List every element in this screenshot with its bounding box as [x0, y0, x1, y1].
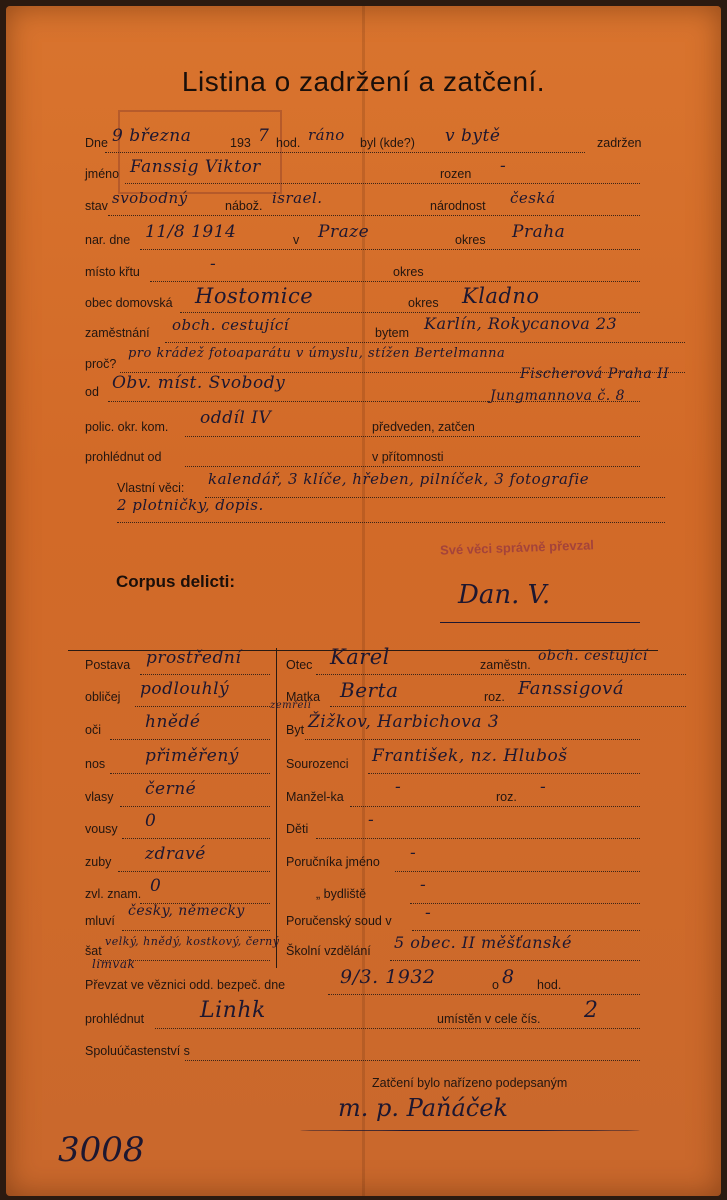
- value-vousy: 0: [145, 811, 157, 831]
- value-otec-zam: obch. cestující: [538, 648, 648, 664]
- corpus-delicti-heading: Corpus delicti:: [116, 572, 236, 591]
- value-zuby: zdravé: [145, 844, 206, 864]
- value-zamestnani: obch. cestující: [172, 316, 290, 334]
- value-naboz: israel.: [272, 189, 323, 207]
- value-polic: oddíl IV: [200, 408, 272, 428]
- value-proc: pro krádež fotoaparátu v úmyslu, stížen Bertelmanna: [128, 346, 506, 361]
- value-nos: přiměřený: [145, 746, 239, 766]
- value-cela: 2: [584, 998, 599, 1023]
- value-mluvi: česky, německy: [128, 903, 245, 919]
- label-byt: Byt: [286, 723, 305, 737]
- label-hod: hod.: [276, 136, 301, 150]
- value-prevzat-hour: 8: [502, 966, 515, 988]
- value-narodnost: česká: [510, 189, 556, 207]
- label-otec: Otec: [286, 658, 313, 672]
- value-birth-place: Praze: [318, 222, 370, 242]
- paper-fold: [362, 6, 365, 1196]
- label-deti: Děti: [286, 822, 309, 836]
- label-mluvi: mluví: [85, 914, 115, 928]
- value-birth-district: Praha: [512, 222, 566, 242]
- label-postava: Postava: [85, 658, 131, 672]
- value-hour: 7: [258, 126, 270, 146]
- label-zuby: zuby: [85, 855, 112, 869]
- label-bytem: bytem: [375, 326, 410, 340]
- value-stav: svobodný: [112, 189, 188, 207]
- label-polic: polic. okr. kom.: [85, 420, 169, 434]
- value-rozen: -: [500, 156, 507, 176]
- value-byt-note: zemřelí: [270, 700, 312, 711]
- label-prevzat: Převzat ve věznici odd. bezpeč. dne: [85, 978, 286, 992]
- value-sat: velký, hnědý, kostkový, černý: [105, 935, 280, 948]
- label-v: v: [293, 233, 300, 247]
- label-roz: roz.: [484, 690, 505, 704]
- label-byl: byl (kde?): [360, 136, 415, 150]
- label-year: 193: [230, 136, 251, 150]
- value-bytem: Karlín, Rokycanova 23: [424, 314, 618, 333]
- label-porucnika: Poručníka jméno: [286, 855, 380, 869]
- value-manzel: -: [395, 777, 402, 797]
- value-postava: prostřední: [146, 648, 242, 668]
- label-rozen: rozen: [440, 167, 472, 181]
- label-umisten: umístěn v cele čís.: [437, 1012, 541, 1026]
- value-prohlednut: Linhk: [200, 998, 266, 1023]
- label-v-pritomnosti: v přítomnosti: [372, 450, 444, 464]
- value-date: 9 března: [112, 126, 192, 146]
- label-roz2: roz.: [496, 790, 517, 804]
- value-proc3: Jungmannova č. 8: [490, 388, 626, 404]
- label-dne: Dne: [85, 136, 108, 150]
- value-oblicej: podlouhlý: [140, 679, 230, 699]
- label-zadrzen: zadržen: [597, 136, 642, 150]
- value-where: v bytě: [445, 126, 501, 146]
- label-porucensky: Poručenský soud v: [286, 914, 392, 928]
- label-zatceni: Zatčení bylo nařízeno podepsaným: [372, 1076, 568, 1090]
- label-proc: proč?: [85, 357, 117, 371]
- value-obec-okres: Kladno: [462, 284, 540, 308]
- value-otec: Karel: [330, 645, 390, 669]
- label-stav: stav: [85, 199, 108, 213]
- value-sourozenci: František, nz. Hluboš: [372, 746, 568, 766]
- label-zamestnani: zaměstnání: [85, 326, 150, 340]
- label-okres: okres: [455, 233, 486, 247]
- value-krtu: -: [210, 254, 217, 274]
- value-oci: hnědé: [145, 712, 201, 732]
- label-misto-krtu: místo křtu: [85, 265, 140, 279]
- value-birth-date: 11/8 1914: [145, 222, 237, 242]
- signature-recipient: Dan. V.: [458, 580, 551, 610]
- label-hod2: hod.: [537, 978, 562, 992]
- value-soud: -: [425, 903, 432, 923]
- value-skolni: 5 obec. II měšťanské: [394, 933, 572, 952]
- label-spoluucasten: Spoluúčastenství s: [85, 1044, 190, 1058]
- label-od: od: [85, 385, 99, 399]
- label-manzel: Manžel-ka: [286, 790, 344, 804]
- label-vousy: vousy: [85, 822, 118, 836]
- signature-officer: m. p. Paňáček: [338, 1094, 508, 1122]
- label-zamestn: zaměstn.: [480, 658, 531, 672]
- value-byt: Žižkov, Harbichova 3: [308, 712, 500, 732]
- value-porucnik: -: [410, 843, 417, 863]
- label-skolni: Školní vzdělání: [286, 944, 371, 958]
- value-proc2: Fischerová Praha II: [520, 366, 670, 382]
- value-deti: -: [368, 810, 375, 830]
- label-matka: Matka: [286, 690, 321, 704]
- label-sourozenci: Sourozenci: [286, 757, 349, 771]
- label-zvl-znam: zvl. znam.: [85, 887, 142, 901]
- label-oci: oči: [85, 723, 101, 737]
- label-prohlednut-od: prohlédnut od: [85, 450, 162, 464]
- label-nar-dne: nar. dne: [85, 233, 131, 247]
- value-od: Obv. míst. Svobody: [112, 373, 286, 393]
- value-veci2: 2 plotničky, dopis.: [117, 496, 264, 514]
- value-vlasy: černé: [145, 779, 197, 799]
- label-predveden: předveden, zatčen: [372, 420, 475, 434]
- value-manzel-roz: -: [540, 777, 547, 797]
- value-zvl-znam: 0: [150, 876, 162, 896]
- receipt-stamp: Své věci správně převzal: [439, 537, 595, 558]
- label-okres3: okres: [408, 296, 439, 310]
- label-narodnost: národnost: [430, 199, 486, 213]
- label-obec: obec domovská: [85, 296, 173, 310]
- label-o: o: [492, 978, 499, 992]
- value-ampm: ráno: [308, 126, 345, 144]
- value-matka: Berta: [340, 678, 399, 702]
- label-bydliste: „ bydliště: [316, 887, 367, 901]
- value-name: Fanssig Viktor: [130, 157, 261, 177]
- document-title: Listina o zadržení a zatčení.: [181, 66, 546, 97]
- value-sat-note: limvak: [92, 957, 136, 971]
- label-oblicej: obličej: [85, 690, 121, 704]
- label-nos: nos: [85, 757, 106, 771]
- value-obec: Hostomice: [195, 284, 314, 308]
- value-veci1: kalendář, 3 klíče, hřeben, pilníček, 3 fotografie: [208, 470, 590, 488]
- label-vlastni-veci: Vlastní věci:: [117, 481, 185, 495]
- table-divider: [276, 648, 277, 968]
- value-bydliste: -: [420, 875, 427, 895]
- label-okres2: okres: [393, 265, 424, 279]
- label-prohlednut: prohlédnut: [85, 1012, 145, 1026]
- value-matka-roz: Fanssigová: [518, 678, 625, 699]
- label-sat: šat: [85, 944, 102, 958]
- label-naboz: nábož.: [225, 199, 263, 213]
- label-jmeno: jméno: [85, 167, 120, 181]
- value-prevzat-date: 9/3. 1932: [340, 966, 436, 988]
- file-number: 3008: [58, 1130, 145, 1170]
- label-vlasy: vlasy: [85, 790, 114, 804]
